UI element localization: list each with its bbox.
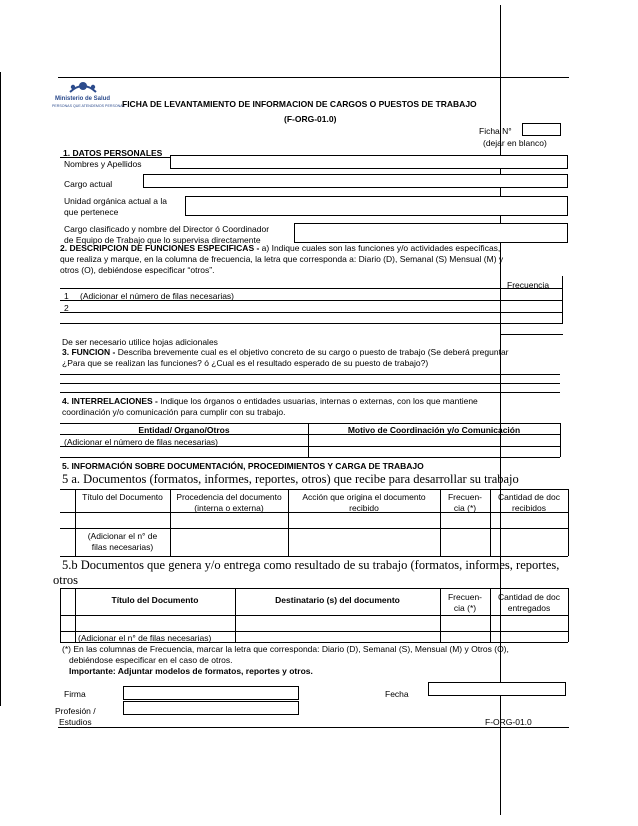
- divider: [60, 528, 568, 529]
- nombres-label: Nombres y Apellidos: [64, 159, 142, 169]
- clasificado-label-line1: Cargo clasificado y nombre del Director ó Coordinador: [64, 224, 270, 234]
- unidad-label: [64, 196, 167, 218]
- nombres-field[interactable]: [170, 155, 568, 169]
- section5b-title-cont: otros: [53, 573, 78, 587]
- logo-tagline: PERSONAS QUE ATENDEMOS PERSONAS: [52, 104, 126, 108]
- clasificado-field[interactable]: [294, 223, 568, 243]
- table5b-col-frecuencia: [440, 592, 490, 614]
- section3-title: 3. FUNCION -: [62, 347, 116, 357]
- cantidad-line1: Cantidad de doc: [498, 492, 560, 502]
- column-line: [568, 588, 569, 642]
- fecha-label: Fecha: [385, 689, 409, 699]
- form-code: (F-ORG-01.0): [284, 114, 337, 124]
- section2-note: De ser necesario utilice hojas adicionales: [62, 337, 218, 347]
- column-line: [440, 588, 441, 642]
- bottom-rule: [58, 727, 569, 728]
- divider: [60, 631, 568, 632]
- clasificado-label-line2: de Equipo de Trabajo que lo supervisa directamente: [64, 235, 261, 245]
- column-line: [60, 588, 61, 642]
- cargo-field[interactable]: [143, 174, 568, 188]
- column-line: [568, 489, 569, 556]
- frec-line1: Frecuen-: [447, 492, 482, 502]
- cantidad-line2: entregados: [507, 603, 551, 613]
- divider: [60, 446, 560, 447]
- section4-title: 4. INTERRELACIONES -: [62, 396, 158, 406]
- function-row-1-text: (Adicionar el número de filas necesarias): [80, 291, 235, 301]
- section2-line1: a) Indique cuales son las funciones y/o actividades específicas,: [259, 243, 501, 253]
- section5-title: 5. INFORMACIÓN SOBRE DOCUMENTACIÓN, PROCEDIMIENTOS Y CARGA DE TRABAJO: [62, 461, 424, 471]
- ficha-number-field[interactable]: [522, 123, 561, 136]
- add-row-line2: filas necesarias): [91, 542, 154, 552]
- divider: [60, 642, 568, 643]
- divider: [60, 615, 568, 616]
- frec-line2: cia (*): [453, 603, 477, 613]
- profesion-field[interactable]: [123, 701, 299, 715]
- divider: [500, 334, 563, 335]
- ministerio-logo-icon: [66, 78, 100, 95]
- divider: [60, 288, 563, 289]
- section4-line2: coordinación y/o comunicación para cumplir con su trabajo.: [62, 407, 286, 417]
- section2-header: [60, 243, 570, 276]
- table5a-col-cantidad: [490, 492, 568, 514]
- column-line: [560, 423, 561, 457]
- unidad-label-line1: Unidad orgánica actual a la: [64, 196, 168, 206]
- column-line: [440, 489, 441, 556]
- divider: [60, 423, 560, 424]
- divider: [60, 300, 563, 301]
- divider: [60, 588, 568, 589]
- table5b-col-titulo: Título del Documento: [111, 595, 199, 605]
- accion-line1: Acción que origina el documento: [302, 492, 426, 502]
- function-row-1-num: 1: [64, 291, 69, 301]
- add-row-line1: (Adicionar el n° de: [87, 531, 158, 541]
- frec-line1: Frecuen-: [447, 592, 482, 602]
- table5a-col-procedencia: [170, 492, 288, 514]
- divider: [60, 556, 568, 557]
- form-title: FICHA DE LEVANTAMIENTO DE INFORMACION DE CARGOS O PUESTOS DE TRABAJO: [122, 99, 477, 109]
- footnote-line2: debiéndose especificar en el caso de otros.: [69, 655, 233, 665]
- cargo-label: Cargo actual: [64, 179, 113, 189]
- top-rule: [58, 77, 569, 78]
- answer-line[interactable]: [60, 374, 560, 375]
- footnote-line1: (*) En las columnas de Frecuencia, marcar la letra que corresponda: Diario (D), Semanal (S), Mensual (M) y Otros (O),: [62, 644, 509, 654]
- procedencia-line1: Procedencia del documento: [176, 492, 282, 502]
- divider: [60, 512, 568, 513]
- divider: [60, 323, 563, 324]
- section2-line3: otros (O), debiéndose especificar “otros”.: [60, 265, 215, 275]
- interrelaciones-row-1: (Adicionar el número de filas necesarias): [64, 437, 219, 447]
- unidad-field[interactable]: [185, 196, 568, 216]
- table5b-col-destinatario: Destinatario (s) del documento: [275, 595, 400, 605]
- unidad-label-line2: que pertenece: [64, 207, 119, 217]
- profesion-label: [55, 706, 96, 728]
- column-line: [308, 423, 309, 457]
- divider: [60, 312, 563, 313]
- table5b-col-cantidad: [490, 592, 568, 614]
- footer-form-code: F-ORG-01.0: [485, 717, 532, 727]
- table5a-col-titulo: Título del Documento: [82, 492, 163, 502]
- procedencia-line2: (interna o externa): [194, 503, 264, 513]
- firma-field[interactable]: [123, 686, 299, 700]
- motivo-header: Motivo de Coordinación y/o Comunicación: [347, 425, 521, 435]
- frecuencia-header: Frecuencia: [507, 280, 550, 290]
- section4-line1: Indique los órganos o entidades usuarias, internas o externas, con los que mantiene: [157, 396, 478, 406]
- section4-header: [62, 396, 572, 418]
- answer-line[interactable]: [60, 383, 560, 384]
- column-line: [288, 489, 289, 556]
- divider: [60, 457, 560, 458]
- frec-line2: cia (*): [453, 503, 477, 513]
- section1-title: 1. DATOS PERSONALES: [63, 148, 163, 158]
- table5a-add-row: [75, 531, 170, 553]
- logo-text: Ministerio de Salud: [55, 96, 111, 102]
- column-line: [490, 588, 491, 642]
- column-line: [170, 489, 171, 556]
- column-line: [490, 489, 491, 556]
- important-note: Importante: Adjuntar modelos de formatos, reportes y otros.: [69, 666, 313, 676]
- frequency-footnote: [62, 644, 572, 677]
- column-line: [75, 588, 76, 642]
- section2-line2: que realiza y marque, en la columna de frecuencia, la letra que corresponda a: Diario (D), Semanal (S) Mensual (M) y: [60, 254, 504, 264]
- fecha-field[interactable]: [428, 682, 566, 696]
- column-line: [75, 489, 76, 556]
- section5a-title: 5 a. Documentos (formatos, informes, reportes, otros) que recibe para desarrollar su trabajo: [62, 472, 519, 486]
- section2-title: 2. DESCRIPCION DE FUNCIONES ESPECIFICAS -: [60, 243, 260, 253]
- left-edge-line: [0, 72, 1, 706]
- section5b-title: 5.b Documentos que genera y/o entrega como resultado de su trabajo (formatos, informes, reportes,: [62, 558, 560, 572]
- table5b-add-row: (Adicionar el n° de filas necesarias): [78, 633, 212, 643]
- profesion-line1: Profesión /: [55, 706, 96, 716]
- table5a-col-accion: [288, 492, 440, 514]
- entidad-header: Entidad/ Organo/Otros: [138, 425, 230, 435]
- table5a-col-frecuencia: [440, 492, 490, 514]
- frequency-column-line: [562, 276, 563, 324]
- cantidad-line2: recibidos: [511, 503, 547, 513]
- section3-line2: ¿Para que se realizan las funciones? ó ¿Cual es el resultado esperado de su puesto de trabajo?): [62, 358, 429, 368]
- column-line: [235, 588, 236, 642]
- function-row-2-num: 2: [64, 303, 69, 313]
- section3-line1: Describa brevemente cual es el objetivo concreto de su cargo o puesto de trabajo (Se deberá preguntar: [115, 347, 509, 357]
- ficha-label: Ficha N°: [479, 126, 512, 136]
- divider: [60, 489, 568, 490]
- firma-label: Firma: [64, 689, 86, 699]
- answer-line[interactable]: [60, 392, 560, 393]
- accion-line2: recibido: [349, 503, 379, 513]
- section3-header: [62, 347, 572, 369]
- ficha-note: (dejar en blanco): [483, 138, 547, 148]
- profesion-line2: Estudios: [59, 717, 92, 727]
- divider: [60, 434, 560, 435]
- cantidad-line1: Cantidad de doc: [498, 592, 560, 602]
